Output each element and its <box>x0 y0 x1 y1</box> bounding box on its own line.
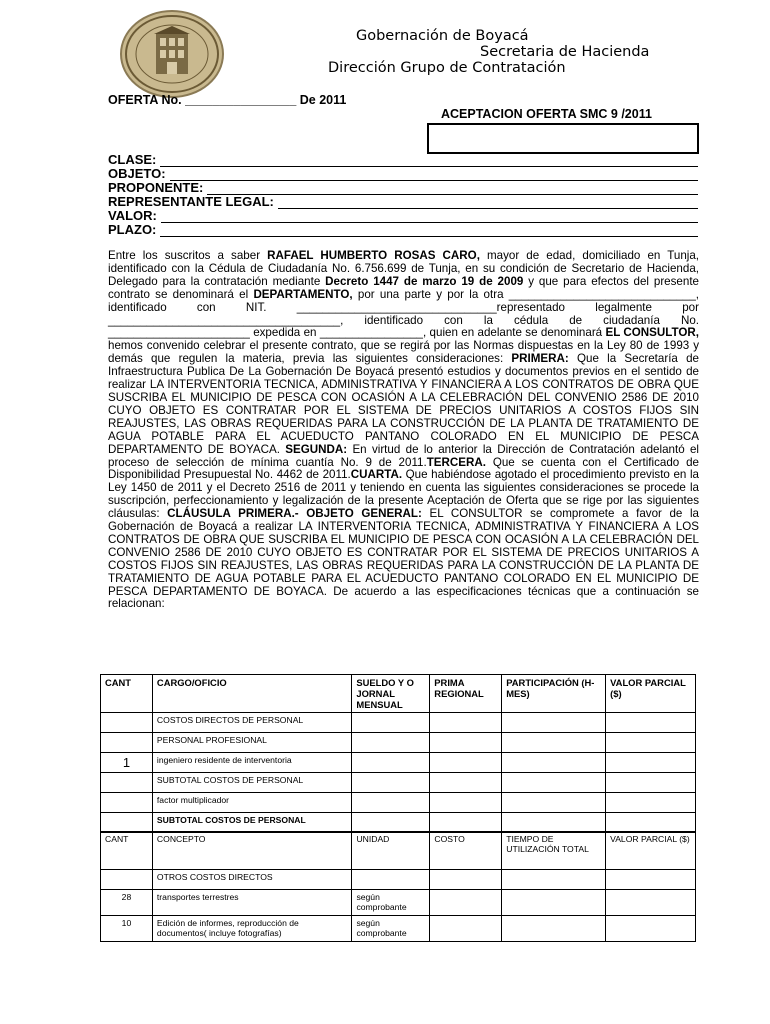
table-row: factor multiplicador <box>101 793 696 813</box>
table-header-row <box>101 832 696 870</box>
field-line <box>278 197 698 209</box>
contract-fields <box>108 153 698 237</box>
header-cant: CANT <box>101 832 153 870</box>
field-valor: VALOR: <box>108 209 698 223</box>
seal-logo <box>120 10 224 98</box>
header-tiempo: TIEMPO DE UTILIZACIÓN TOTAL <box>502 832 606 870</box>
other-costs-table <box>100 831 696 942</box>
header-sueldo: SUELDO Y O JORNAL MENSUAL <box>352 675 430 713</box>
reference-box <box>427 123 699 154</box>
header-line-3: Dirección Grupo de Contratación <box>328 60 566 76</box>
aceptacion-title: ACEPTACION OFERTA SMC 9 /2011 <box>441 107 652 121</box>
header-participacion: PARTICIPACIÓN (H-MES) <box>502 675 606 713</box>
oferta-number: OFERTA No. ________________ De 2011 <box>108 93 347 107</box>
field-clase: CLASE: <box>108 153 698 167</box>
table-row: PERSONAL PROFESIONAL <box>101 733 696 753</box>
field-plazo: PLAZO: <box>108 223 698 237</box>
field-line <box>160 225 698 237</box>
table-row: 28 transportes terrestres según comprobante <box>101 890 696 916</box>
table-row: SUBTOTAL COSTOS DE PERSONAL <box>101 813 696 833</box>
header-concepto: CONCEPTO <box>152 832 352 870</box>
personal-costs-table <box>100 674 696 833</box>
document-header <box>320 28 700 76</box>
table-row: SUBTOTAL COSTOS DE PERSONAL <box>101 773 696 793</box>
field-objeto: OBJETO: <box>108 167 698 181</box>
header-cant: CANT <box>101 675 153 713</box>
table-header-row <box>101 675 696 713</box>
field-proponente: PROPONENTE: <box>108 181 698 195</box>
field-line <box>170 169 698 181</box>
field-line <box>161 211 698 223</box>
table-row: COSTOS DIRECTOS DE PERSONAL <box>101 713 696 733</box>
table-row: 10 Edición de informes, reproducción de documentos( incluye fotografías) según comprobante <box>101 916 696 942</box>
table-row: OTROS COSTOS DIRECTOS <box>101 870 696 890</box>
header-line-1: Gobernación de Boyacá <box>356 28 529 44</box>
header-cargo: CARGO/OFICIO <box>152 675 351 713</box>
field-line <box>160 155 698 167</box>
contract-body: Entre los suscritos a saber RAFAEL HUMBERTO ROSAS CARO, mayor de edad, domiciliado en Tunja, identificado con la Cédula de Ciudadanía No. 6.756.699 de Tunja, en su condición de Secretario de Hacienda, Delegado para la contratación mediante Decreto 1447 de marzo 19 de 2009 y que para efectos del presente contrato se denominará el DEPARTAMENTO, por una parte y por la otra _____________________________, identificado con NIT. _______________________________representado legalmente por ____________________________________, identificado con la cédula de ciudadanía No. ______________________ expedida en ________________, quien en adelante se denominará EL CONSULTOR, hemos convenido celebrar el presente contrato, que se regirá por las Normas dispuestas en la Ley 80 de 1993 y demás que regulen la materia, previa las siguientes consideraciones: PRIMERA: Que la Secretaría de Infraestructura Publica De La Gobernación De Boyacá presentó estudios y documentos previos en el sentido de realizar LA INTERVENTORIA TECNICA, ADMINISTRATIVA Y FINANCIERA A LOS CONTRATOS DE OBRA QUE SUSCRIBA EL MUNICIPIO DE PESCA CON OCASIÓN A LA CELEBRACIÓN DEL CONVENIO 2586 DE 2010 CUYO OBJETO ES CONTRATAR POR EL SISTEMA DE PRECIOS UNITARIOS A COSTOS FIJOS SIN REAJUSTES, LAS OBRAS REQUERIDAS PARA LA CONSTRUCCIÓN DE LA PLANTA DE TRATAMIENTO DE AGUA POTABLE PARA EL ACUEDUCTO PANTANO COLORADO EN EL MUNICIPIO DE PESCA DEPARTAMENTO DE BOYACA. SEGUNDA: En virtud de lo anterior la Dirección de Contratación adelantó el proceso de selección de mínima cuantía No. 9 de 2011.TERCERA. Que se cuenta con el Certificado de Disponibilidad Presupuestal No. 4462 de 2011.CUARTA. Que habiéndose agotado el procedimiento previsto en la Ley 1450 de 2011 y el Decreto 2516 de 2011 y teniendo en cuenta las siguientes consideraciones se procede la suscripción, perfeccionamiento y legalización de la presente Aceptación de Oferta que se rige por las siguientes cláusulas: CLÁUSULA PRIMERA.- OBJETO GENERAL: EL CONSULTOR se compromete a favor de la Gobernación de Boyacá a realizar LA INTERVENTORIA TECNICA, ADMINISTRATIVA Y FINANCIERA A LOS CONTRATOS DE OBRA QUE SUSCRIBA EL MUNICIPIO DE PESCA CON OCASIÓN A LA CELEBRACIÓN DEL CONVENIO 2586 DE 2010 CUYO OBJETO ES CONTRATAR POR EL SISTEMA DE PRECIOS UNITARIOS A COSTOS FIJOS SIN REAJUSTES, LAS OBRAS REQUERIDAS PARA LA CONSTRUCCIÓN DE LA PLANTA DE TRATAMIENTO DE AGUA POTABLE PARA EL ACUEDUCTO PANTANO COLORADO EN EL MUNICIPIO DE PESCA DEPARTAMENTO DE BOYACA. De acuerdo a las especificaciones técnicas que a continuación se relacionan: <box>108 249 700 611</box>
field-line <box>207 183 698 195</box>
header-unidad: UNIDAD <box>352 832 430 870</box>
header-line-2: Secretaria de Hacienda <box>480 44 650 60</box>
header-valor: VALOR PARCIAL ($) <box>606 675 696 713</box>
header-valor: VALOR PARCIAL ($) <box>606 832 696 870</box>
header-costo: COSTO <box>430 832 502 870</box>
header-prima: PRIMA REGIONAL <box>430 675 502 713</box>
table-row: 1 ingeniero residente de interventoria <box>101 753 696 773</box>
field-representante: REPRESENTANTE LEGAL: <box>108 195 698 209</box>
